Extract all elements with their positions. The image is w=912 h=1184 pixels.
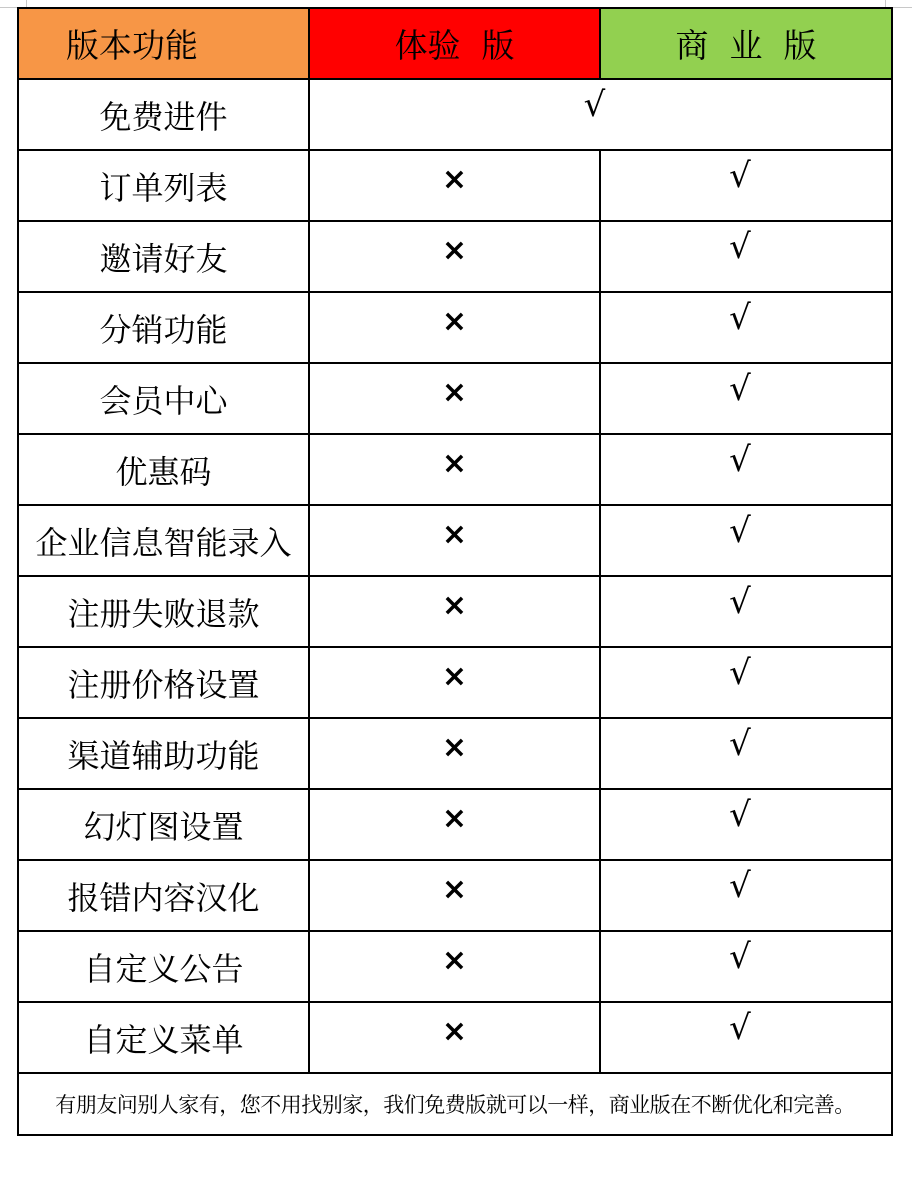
cross-mark: ×: [441, 304, 468, 339]
version-comparison-table: [17, 7, 893, 1136]
cross-mark: ×: [441, 801, 468, 836]
feature-name: 企业信息智能录入: [18, 505, 309, 576]
check-mark: √: [583, 84, 606, 125]
check-mark: √: [729, 1007, 751, 1048]
business-cell: [600, 363, 892, 434]
trial-cell: [309, 931, 600, 1002]
table-row: [18, 221, 892, 292]
check-mark: √: [729, 368, 751, 409]
table-row: [18, 789, 892, 860]
header-row: [18, 8, 892, 79]
trial-cell: [309, 292, 600, 363]
table-row: [18, 647, 892, 718]
check-mark: √: [729, 297, 751, 338]
business-cell: [600, 434, 892, 505]
check-mark: √: [729, 794, 751, 835]
table-row: [18, 931, 892, 1002]
table-row: [18, 292, 892, 363]
business-cell: [600, 789, 892, 860]
shared-value-cell: [309, 79, 892, 150]
check-mark: √: [729, 581, 751, 622]
trial-cell: [309, 150, 600, 221]
trial-cell: [309, 363, 600, 434]
cross-mark: ×: [441, 233, 468, 268]
check-mark: √: [729, 226, 751, 267]
business-cell: [600, 505, 892, 576]
check-mark: √: [729, 723, 751, 764]
cross-mark: ×: [441, 375, 468, 410]
check-mark: √: [729, 510, 751, 551]
table-row: [18, 576, 892, 647]
cross-mark: ×: [441, 1014, 468, 1049]
cross-mark: ×: [441, 659, 468, 694]
feature-name: 渠道辅助功能: [18, 718, 309, 789]
shared-row: [18, 79, 892, 150]
cross-mark: ×: [441, 588, 468, 623]
business-cell: [600, 150, 892, 221]
business-cell: [600, 718, 892, 789]
trial-cell: [309, 789, 600, 860]
check-mark: √: [729, 936, 751, 977]
business-cell: [600, 931, 892, 1002]
note-row: [18, 1073, 892, 1135]
feature-name: 会员中心: [18, 363, 309, 434]
table-row: [18, 363, 892, 434]
business-cell: [600, 1002, 892, 1073]
footer-note: 有朋友问别人家有，您不用找别家，我们免费版就可以一样，商业版在不断优化和完善。: [18, 1073, 892, 1135]
feature-name: 分销功能: [18, 292, 309, 363]
table-row: [18, 718, 892, 789]
header-trial: 体验 版: [309, 8, 600, 79]
feature-name: 自定义公告: [18, 931, 309, 1002]
table-row: [18, 1002, 892, 1073]
feature-name: 订单列表: [18, 150, 309, 221]
feature-name: 自定义菜单: [18, 1002, 309, 1073]
table-row: [18, 860, 892, 931]
header-business: 商 业 版: [600, 8, 892, 79]
cross-mark: ×: [441, 162, 468, 197]
feature-name: 幻灯图设置: [18, 789, 309, 860]
check-mark: √: [729, 652, 751, 693]
trial-cell: [309, 434, 600, 505]
feature-name: 免费进件: [18, 79, 309, 150]
cross-mark: ×: [441, 872, 468, 907]
feature-name: 报错内容汉化: [18, 860, 309, 931]
feature-name: 注册失败退款: [18, 576, 309, 647]
trial-cell: [309, 221, 600, 292]
business-cell: [600, 576, 892, 647]
trial-cell: [309, 1002, 600, 1073]
business-cell: [600, 292, 892, 363]
check-mark: √: [729, 865, 751, 906]
table-row: [18, 434, 892, 505]
trial-cell: [309, 647, 600, 718]
feature-name: 注册价格设置: [18, 647, 309, 718]
check-mark: √: [729, 155, 751, 196]
table-row: [18, 505, 892, 576]
cross-mark: ×: [441, 446, 468, 481]
cross-mark: ×: [441, 943, 468, 978]
trial-cell: [309, 505, 600, 576]
trial-cell: [309, 718, 600, 789]
feature-name: 邀请好友: [18, 221, 309, 292]
business-cell: [600, 221, 892, 292]
header-feature: 版本功能: [18, 8, 309, 79]
feature-name: 优惠码: [18, 434, 309, 505]
cross-mark: ×: [441, 517, 468, 552]
business-cell: [600, 647, 892, 718]
trial-cell: [309, 576, 600, 647]
cross-mark: ×: [441, 730, 468, 765]
check-mark: √: [729, 439, 751, 480]
table-row: [18, 150, 892, 221]
trial-cell: [309, 860, 600, 931]
business-cell: [600, 860, 892, 931]
